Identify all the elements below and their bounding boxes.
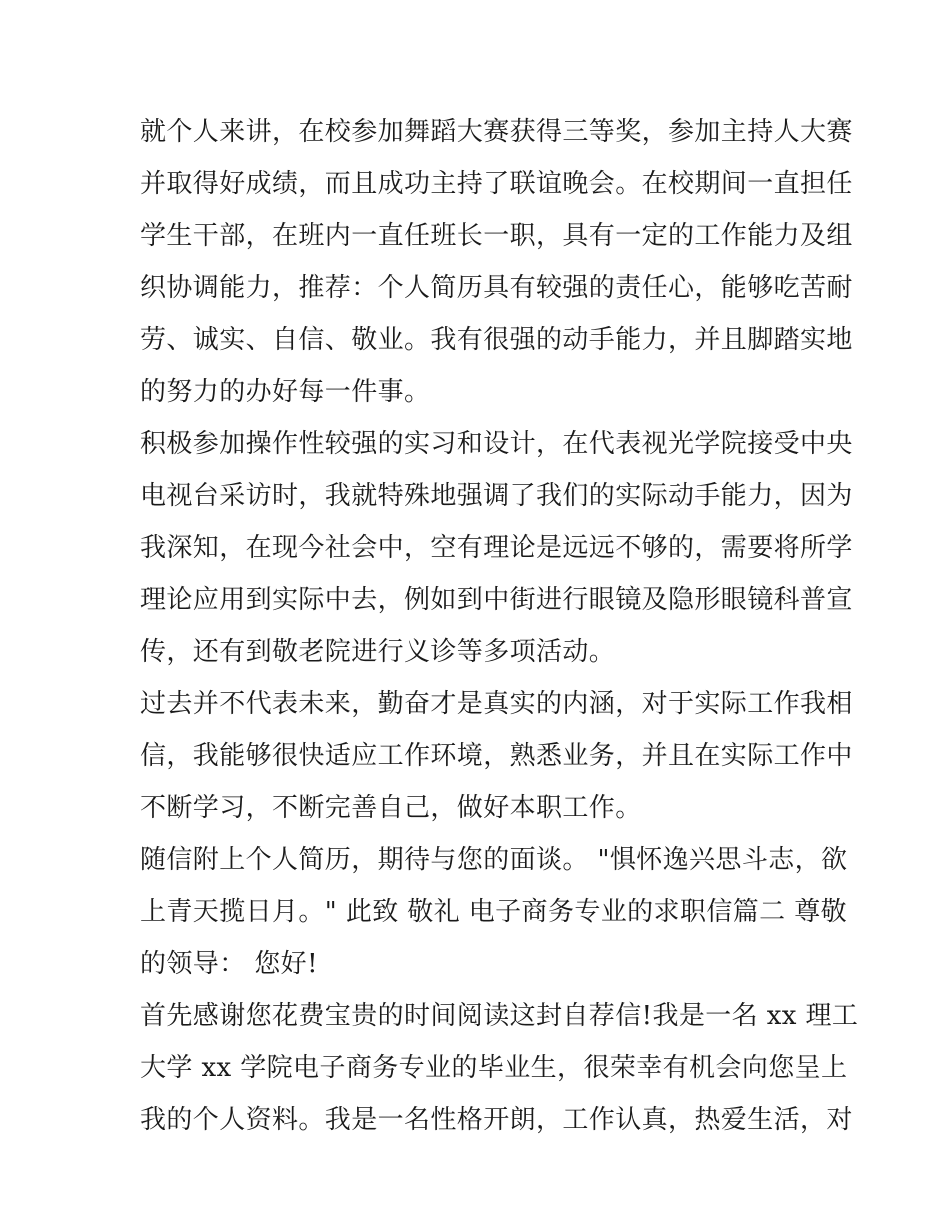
document-body	[140, 106, 859, 1146]
text-line: 理论应用到实际中去，例如到中街进行眼镜及隐形眼镜科普宣	[140, 585, 853, 615]
text-line: 我深知，在现今社会中，空有理论是远远不够的，需要将所学	[140, 533, 853, 563]
text-line: 我的个人资料。我是一名性格开朗，工作认真，热爱生活，对	[140, 1105, 853, 1135]
text-line: 劳、诚实、自信、敬业。我有很强的动手能力，并且脚踏实地	[140, 325, 853, 355]
text-line: 积极参加操作性较强的实习和设计，在代表视光学院接受中央	[140, 429, 853, 459]
text-line: 上青天揽日月。" 此致 敬礼 电子商务专业的求职信篇二 尊敬	[140, 897, 848, 927]
text-line: 就个人来讲，在校参加舞蹈大赛获得三等奖，参加主持人大赛	[140, 117, 853, 147]
text-line: 学生干部，在班内一直任班长一职，具有一定的工作能力及组	[140, 221, 853, 251]
text-line: 并取得好成绩，而且成功主持了联谊晚会。在校期间一直担任	[140, 169, 853, 199]
text-line: 首先感谢您花费宝贵的时间阅读这封自荐信!我是一名 xx 理工	[140, 1001, 859, 1031]
text-line: 不断学习，不断完善自己，做好本职工作。	[140, 793, 642, 823]
text-line: 传，还有到敬老院进行义诊等多项活动。	[140, 637, 616, 667]
text-line: 电视台采访时，我就特殊地强调了我们的实际动手能力，因为	[140, 481, 853, 511]
text-line: 的领导： 您好!	[140, 949, 318, 979]
text-line: 随信附上个人简历，期待与您的面谈。 "惧怀逸兴思斗志，欲	[140, 845, 848, 875]
text-line: 过去并不代表未来，勤奋才是真实的内涵，对于实际工作我相	[140, 689, 853, 719]
text-line: 的努力的办好每一件事。	[140, 377, 431, 407]
text-line: 信，我能够很快适应工作环境，熟悉业务，并且在实际工作中	[140, 741, 853, 771]
text-line: 大学 xx 学院电子商务专业的毕业生，很荣幸有机会向您呈上	[140, 1053, 848, 1083]
text-line: 织协调能力，推荐：个人简历具有较强的责任心，能够吃苦耐	[140, 273, 853, 303]
